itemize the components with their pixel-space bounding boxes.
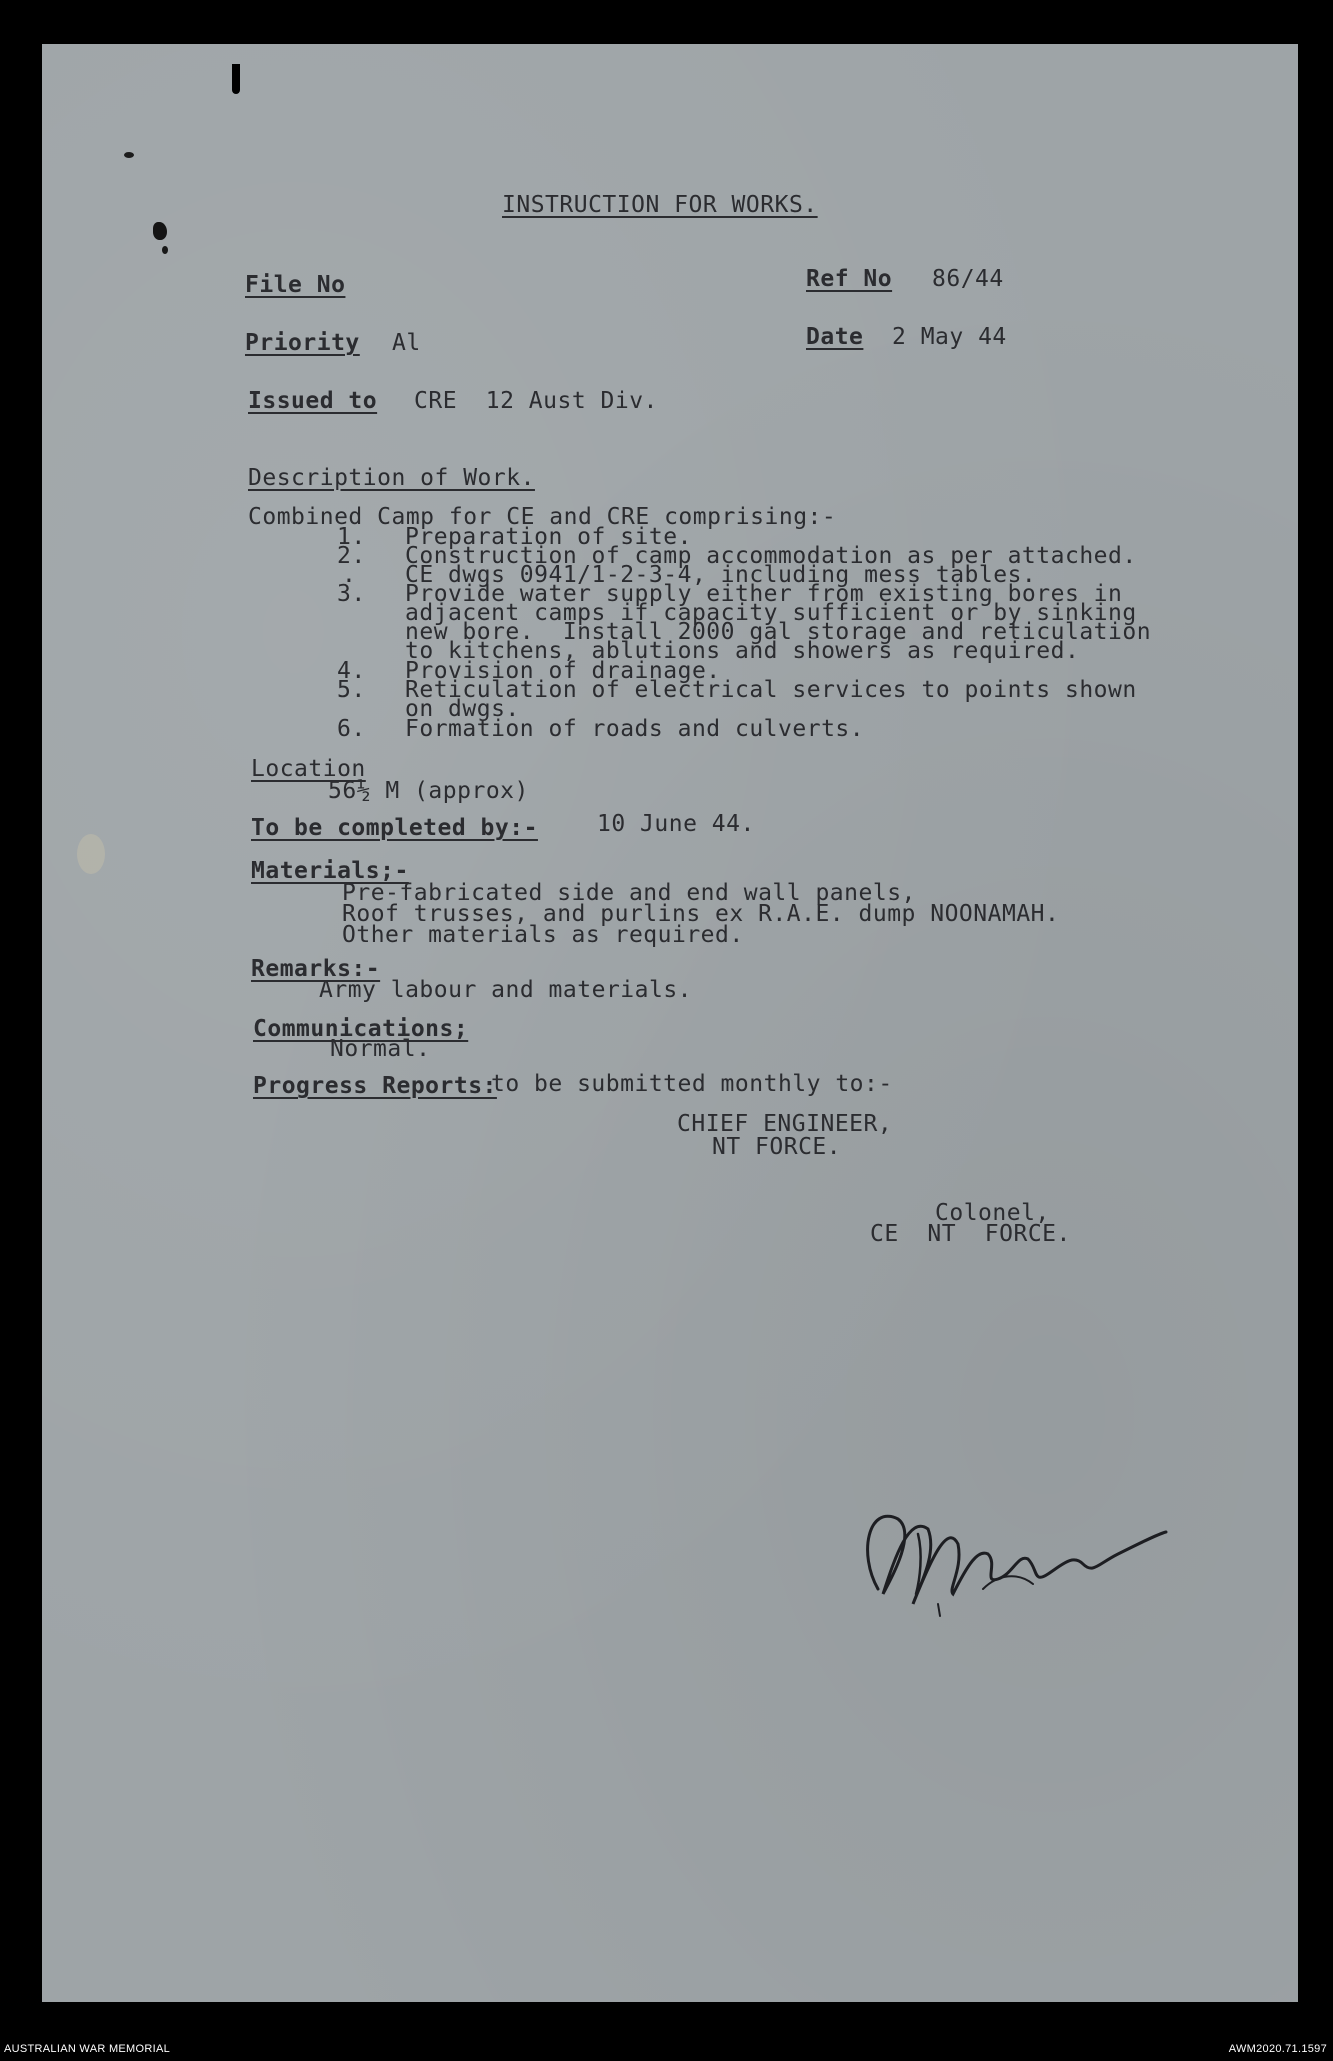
handwritten-signature	[848, 1494, 1168, 1628]
materials-line: Roof trusses, and purlins ex R.A.E. dump NOONAMAH.	[342, 901, 1060, 927]
date-label: Date	[806, 324, 864, 350]
work-item-text: Reticulation of electrical services to points shown	[405, 677, 1137, 703]
location-value: 56½ M (approx)	[328, 778, 529, 804]
materials-line: Pre-fabricated side and end wall panels,	[342, 880, 916, 906]
work-item-number: 1.	[337, 524, 366, 550]
work-item-number: 4.	[337, 658, 366, 684]
completed-value: 10 June 44.	[597, 811, 755, 837]
recipient-line: CHIEF ENGINEER,	[677, 1111, 893, 1137]
progress-label: Progress Reports:	[253, 1073, 497, 1099]
work-item-text: Preparation of site.	[405, 524, 692, 550]
signatory-rank: Colonel,	[935, 1200, 1050, 1226]
work-item-number: 5.	[337, 677, 366, 703]
priority-value: Al	[392, 330, 421, 356]
ink-stain	[162, 246, 168, 254]
document-sheet	[42, 44, 1298, 2002]
progress-value: to be submitted monthly to:-	[491, 1071, 893, 1097]
date-value: 2 May 44	[892, 324, 1007, 350]
work-item-text: on dwgs.	[405, 696, 520, 722]
work-item-text: CE dwgs 0941/1-2-3-4, including mess tables.	[405, 562, 1037, 588]
remarks-value: Army labour and materials.	[319, 977, 693, 1003]
communications-value: Normal.	[330, 1036, 431, 1062]
ref-no-label: Ref No	[806, 266, 893, 292]
ink-stain	[124, 152, 134, 158]
work-item-number: 2.	[337, 543, 366, 569]
work-item-text: Construction of camp accommodation as per attached.	[405, 543, 1137, 569]
ink-stain	[232, 64, 240, 94]
description-heading: Description of Work.	[248, 465, 535, 491]
signatory-title: CE NT FORCE.	[870, 1221, 1071, 1247]
communications-heading: Communications;	[253, 1016, 469, 1042]
footer-institution: AUSTRALIAN WAR MEMORIAL	[4, 2043, 171, 2055]
ink-stain	[153, 222, 167, 240]
description-intro: Combined Camp for CE and CRE comprising:-	[248, 504, 837, 530]
materials-line: Other materials as required.	[342, 922, 744, 948]
remarks-heading: Remarks:-	[251, 956, 381, 982]
ref-no-value: 86/44	[932, 266, 1004, 292]
work-item-number: 3.	[337, 581, 366, 607]
paper-stain	[77, 834, 105, 874]
location-heading: Location	[251, 756, 366, 782]
footer-catalog-id: AWM2020.71.1597	[1228, 2043, 1327, 2055]
work-item-text: adjacent camps if capacity sufficient or by sinking	[405, 600, 1137, 626]
file-no-label: File No	[245, 272, 346, 298]
document-title: INSTRUCTION FOR WORKS.	[502, 192, 818, 218]
issued-to-label: Issued to	[248, 388, 378, 414]
work-item-number: 6.	[337, 716, 366, 742]
work-item-text: new bore. Install 2000 gal storage and reticulation	[405, 619, 1152, 645]
work-item-text: Formation of roads and culverts.	[405, 716, 865, 742]
recipient-line: NT FORCE.	[712, 1134, 842, 1160]
work-item-number: .	[342, 562, 357, 588]
work-item-text: Provide water supply either from existing bores in	[405, 581, 1123, 607]
work-item-text: Provision of drainage.	[405, 658, 721, 684]
completed-label: To be completed by:-	[251, 815, 538, 841]
materials-heading: Materials;-	[251, 858, 409, 884]
issued-to-value: CRE 12 Aust Div.	[414, 388, 658, 414]
priority-label: Priority	[245, 330, 360, 356]
work-item-text: to kitchens, ablutions and showers as required.	[405, 638, 1080, 664]
